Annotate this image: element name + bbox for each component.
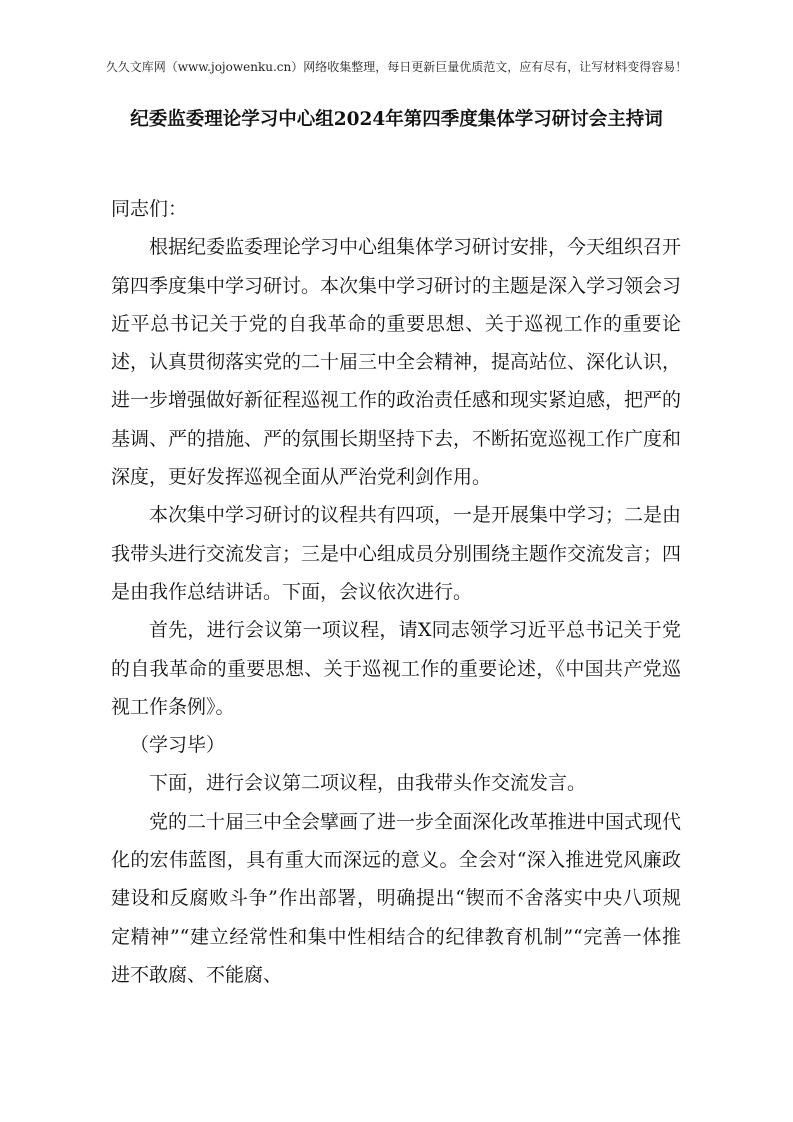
document-title: 纪委监委理论学习中心组2024年第四季度集体学习研讨会主持词 [130, 109, 663, 130]
salutation: 同志们： [111, 198, 188, 220]
header-note: 久久文库网（www.jojowenku.cn）网络收集整理，每日更新巨量优质范文，应有尽有，让写材料变得容易！ [105, 60, 688, 74]
paragraph-second-item: 下面，进行会议第二项议程，由我带头作交流发言。 [149, 772, 587, 795]
paragraph-study-done: （学习毕） [130, 734, 226, 757]
paragraph-first-item: 首先，进行会议第一项议程，请X同志领学习近平总书记关于党的自我革命的重要思想、关于巡视工作的重要论述，《中国共产党巡视工作条例》。 [111, 619, 681, 718]
paragraph-agenda: 本次集中学习研讨的议程共有四项，一是开展集中学习；二是由我带头进行交流发言；三是中心组成员分别围绕主题作交流发言；四是由我作总结讲话。下面，会议依次进行。 [111, 504, 682, 603]
document-body [111, 190, 681, 994]
paragraph-speech: 党的二十届三中全会擘画了进一步全面深化改革推进中国式现代化的宏伟蓝图，具有重大而深远的意义。全会对“深入推进党风廉政建设和反腐败斗争”作出部署，明确提出“锲而不舍落实中央八项规定精神”“建立经常性和集中性相结合的纪律教育机制”“完善一体推进不敢腐、不能腐、 [111, 810, 682, 986]
paragraph-intro: 根据纪委监委理论学习中心组集体学习研讨安排，今天组织召开第四季度集中学习研讨。本次集中学习研讨的主题是深入学习领会习近平总书记关于党的自我革命的重要思想、关于巡视工作的重要论述，认真贯彻落实党的二十届三中全会精神，提高站位、深化认识，进一步增强做好新征程巡视工作的政治责任感和现实紧迫感，把严的基调、严的措施、严的氛围长期坚持下去，不断拓宽巡视工作广度和深度，更好发挥巡视全面从严治党利剑作用。 [111, 236, 682, 489]
